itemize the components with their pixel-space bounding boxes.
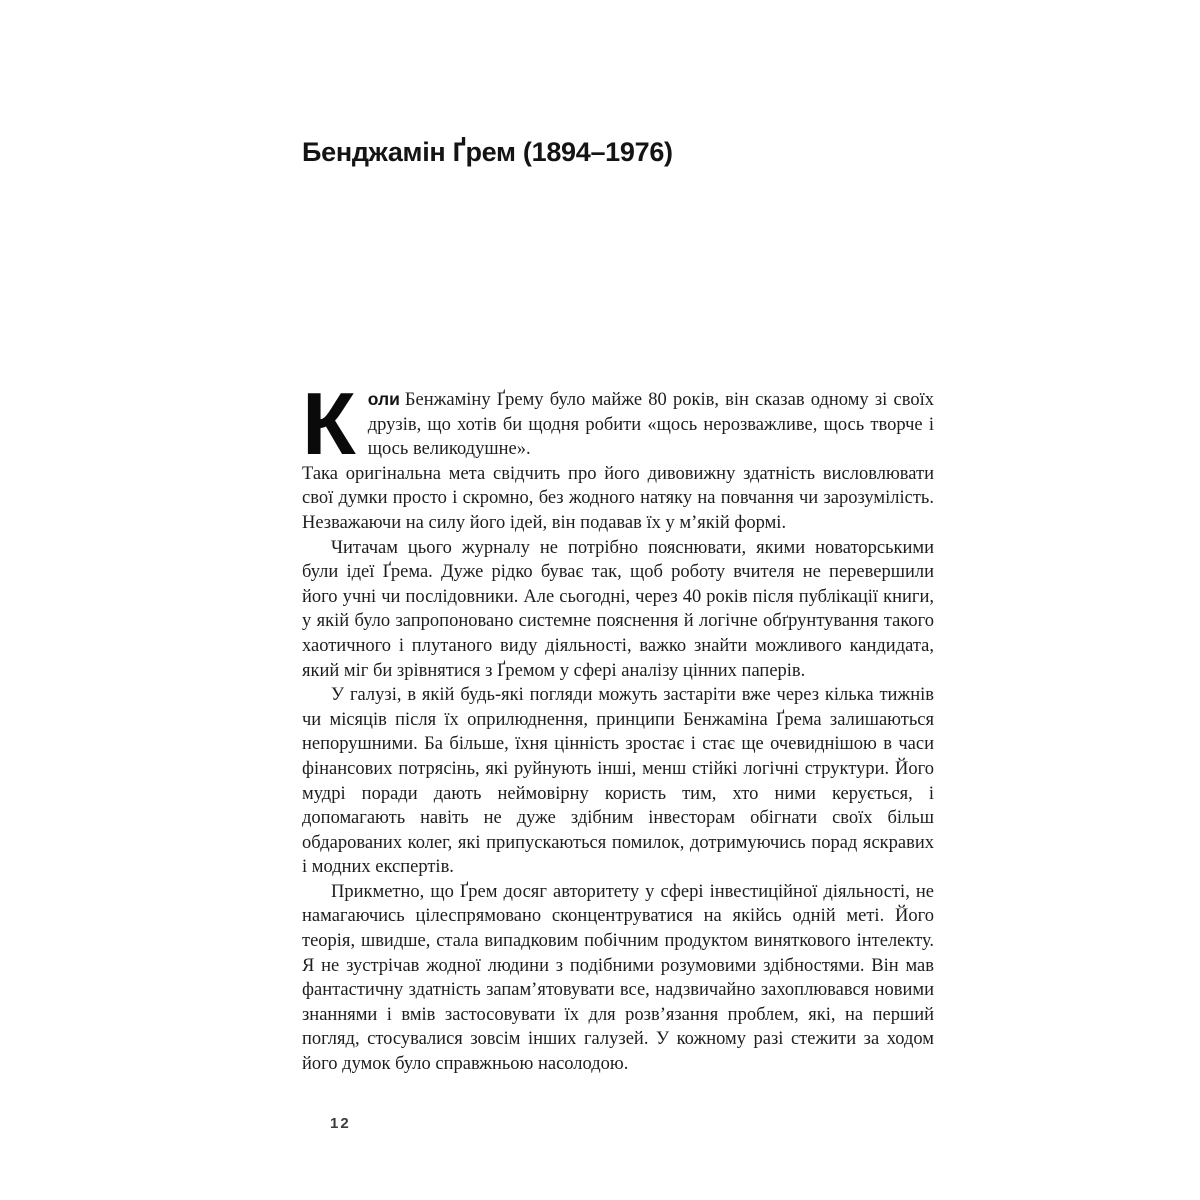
paragraph-text: Бенжаміну Ґрему було майже 80 років, він сказав одному зі своїх друзів, що хотів би щодня робити «щось нерозважливе, щось творче і щось великодушне». [367,390,934,460]
paragraph-opening [302,374,934,473]
paragraph: У галузі, в якій будь-які погляди можуть застаріти вже через кілька тижнів чи місяців після їх оприлюднення, принципи Бенжаміна Ґрема залишаються непорушними. Ба більше, їхня цінність зростає і стає ще очевиднішою в часи фінансових потрясінь, які руйнують інші, менш стійкі логічні структури. Його мудрі поради дають неймовірну користь тим, хто ними керується, і допомагають навіть не дуже здібним інвесторам обігнати своїх більш обдарованих колег, які припускаються помилок, дотримуючись порад яскравих і модних експертів. [302,685,934,878]
page-number: 12 [330,1115,351,1132]
paragraph: Така оригінальна мета свідчить про його дивовижну здатність висловлювати свої думки просто і скромно, без жодного натяку на повчання чи зарозумілість. Незважаючи на силу його ідей, він подавав їх у м’якій формі. [302,463,934,533]
drop-cap: К [302,374,356,473]
body-text [302,374,934,1077]
lead-word: оли [367,389,400,409]
paragraph: Прикметно, що Ґрем досяг авторитету у сфері інвестиційної діяльності, не намагаючись цілеспрямовано сконцентруватися на якійсь одній меті. Його теорія, швидше, стала випадковим побічним продуктом виняткового інтелекту. Я не зустрічав жодної людини з подібними розумовими здібностями. Він мав фантастичну здатність запам’ятовувати все, надзвичайно захоплювався новими знаннями і вмів застосовувати їх для розв’язання проблем, які, на перший погляд, стосувалися зовсім інших галузей. У кожному разі стежити за ходом його думок було справжньою насолодою. [302,881,934,1075]
chapter-title: Бенджамін Ґрем (1894–1976) [302,137,673,167]
paragraph: Читачам цього журналу не потрібно пояснювати, якими новаторськими були ідеї Ґрема. Дуже рідко буває так, щоб роботу вчителя не перевершили його учні чи послідовники. Але сьогодні, через 40 років після публікації книги, у якій було запропоновано системне пояснення й логічне обґрунтування такого хаотичного і плутаного виду діяльності, важко знайти можливого кандидата, який міг би зрівнятися з Ґремом у сфері аналізу цінних паперів. [302,537,934,681]
